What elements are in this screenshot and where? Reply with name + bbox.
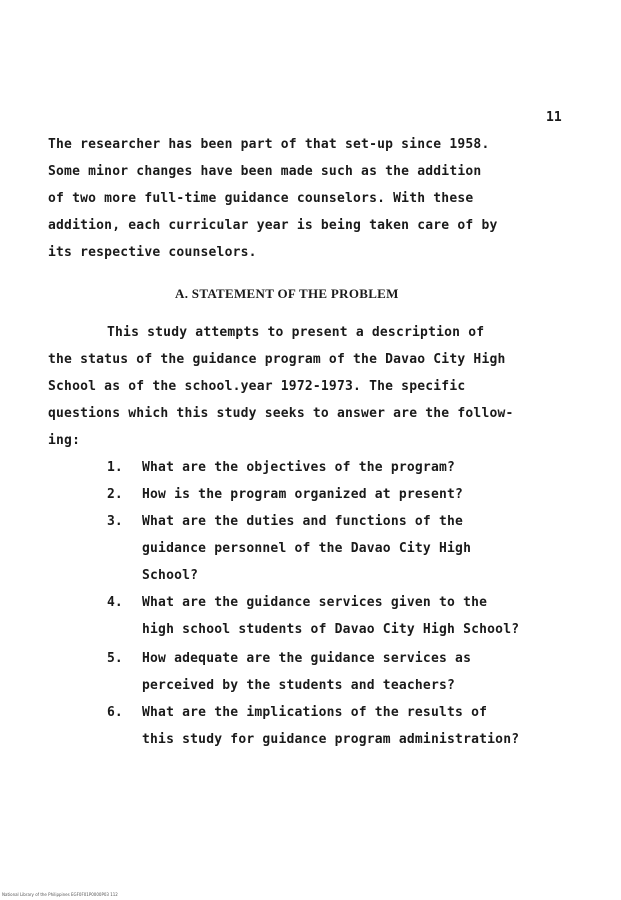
list-item: guidance personnel of the Davao City High	[142, 541, 472, 556]
list-item: What are the duties and functions of the	[142, 514, 464, 529]
list-item-number: 2.	[107, 487, 123, 502]
list-item: How is the program organized at present?	[142, 487, 464, 502]
paragraph-line: School as of the school.year 1972-1973. The specific	[48, 379, 466, 394]
scan-footer: National Library of the Philippines EGF0F01P0000P03 112	[2, 892, 118, 897]
paragraph-line: questions which this study seeks to answer are the follow-	[48, 406, 514, 421]
list-item-number: 5.	[107, 651, 123, 666]
list-item: perceived by the students and teachers?	[142, 678, 456, 693]
paragraph-line: its respective counselors.	[48, 245, 257, 260]
list-item-number: 6.	[107, 705, 123, 720]
list-item-number: 4.	[107, 595, 123, 610]
list-item: What are the implications of the results of	[142, 705, 488, 720]
list-item: this study for guidance program administration?	[142, 732, 520, 747]
list-item: high school students of Davao City High School?	[142, 622, 520, 637]
paragraph-line: The researcher has been part of that set-up since 1958.	[48, 137, 490, 152]
page-number: 11	[546, 110, 562, 125]
list-item: How adequate are the guidance services as	[142, 651, 472, 666]
list-item-number: 3.	[107, 514, 123, 529]
paragraph-line: the status of the guidance program of the Davao City High	[48, 352, 506, 367]
paragraph-line: ing:	[48, 433, 81, 448]
paragraph-line: Some minor changes have been made such as the addition	[48, 164, 482, 179]
list-item: What are the objectives of the program?	[142, 460, 456, 475]
list-item-number: 1.	[107, 460, 123, 475]
section-heading: A. STATEMENT OF THE PROBLEM	[175, 286, 399, 301]
list-item: School?	[142, 568, 199, 583]
paragraph-line: addition, each curricular year is being taken care of by	[48, 218, 498, 233]
list-item: What are the guidance services given to the	[142, 595, 488, 610]
paragraph-line: of two more full-time guidance counselors. With these	[48, 191, 474, 206]
paragraph-line: This study attempts to present a description of	[107, 325, 485, 340]
